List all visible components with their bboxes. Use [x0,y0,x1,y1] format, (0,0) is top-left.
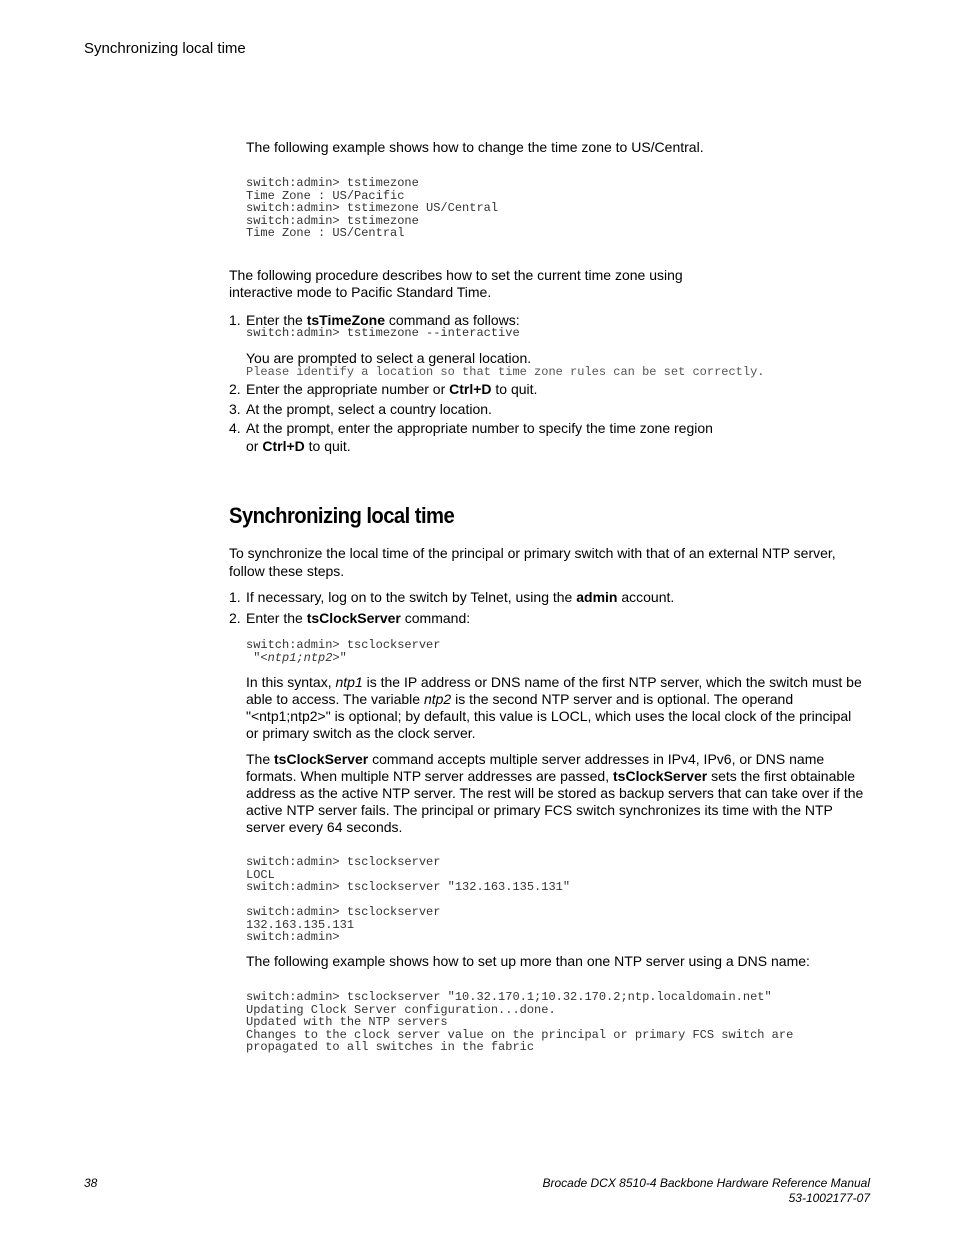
running-header: Synchronizing local time [84,40,246,57]
sync-step-1 [229,589,675,606]
command-name: tsClockServer [306,610,401,626]
step-text: Enter the [246,312,307,328]
sync-intro-line2: follow these steps. [229,563,345,579]
tsclockserver-syntax-line2 [246,652,347,665]
sync-step-2 [229,610,471,627]
step-text: or [246,438,263,454]
para-line: or primary switch as the clock server. [246,725,476,741]
code-text: " [246,651,261,665]
step-text: At the prompt, select a country location. [246,401,492,417]
text: is the IP address or DNS name of the first NTP server, which the switch must be [362,674,862,690]
tsclockserver-syntax-line1: switch:admin> tsclockserver [246,638,441,652]
tsclockserver-example-code: switch:admin> tsclockserver LOCL switch:admin> tsclockserver "132.163.135.131" switch:admin> tsclockserver 132.163.135.131 switch:admin> [246,855,571,944]
step-text: Enter the appropriate number or [246,381,450,397]
interactive-command-code: switch:admin> tstimezone --interactive [246,326,520,340]
step-4-line2 [246,438,351,455]
step-text: command as follows: [385,312,520,328]
step-text: account. [617,589,675,605]
step-number: 1. [229,312,241,328]
code-text: " [339,651,347,665]
timezone-example-code: switch:admin> tstimezone Time Zone : US/Pacific switch:admin> tstimezone US/Central switch:admin> tstimezone Time Zone : US/Central [246,176,499,240]
para-line: "<ntp1;ntp2>" is optional; by default, this value is LOCL, which uses the local clock of the principal [246,708,852,724]
dns-example-code: switch:admin> tsclockserver "10.32.170.1;10.32.170.2;ntp.localdomain.net" Updating Clock Server configuration...done. Updated with the NTP servers Changes to the clock server value on the principal or primary FCS switch are propagated to all switches in the fabric [246,990,794,1054]
manual-title: Brocade DCX 8510-4 Backbone Hardware Reference Manual [542,1176,870,1190]
doc-number: 53-1002177-07 [788,1191,870,1205]
step-4 [229,420,713,437]
step-number: 3. [229,401,241,417]
location-prompt-code: Please identify a location so that time zone rules can be set correctly. [246,365,765,379]
step-number: 1. [229,589,241,605]
text: formats. When multiple NTP server addresses are passed, [246,768,614,784]
command-name: tsClockServer [613,768,708,784]
section-heading: Synchronizing local time [229,503,455,528]
procedure-intro-line1: The following procedure describes how to set the current time zone using [229,267,683,283]
step-number: 2. [229,381,241,397]
para-line [246,674,876,691]
step-number: 4. [229,420,241,436]
key-name: Ctrl+D [262,438,305,454]
command-name: tsClockServer [274,751,369,767]
step-text: to quit. [304,438,351,454]
key-name: Ctrl+D [449,381,492,397]
step-3 [229,401,492,418]
variable: ntp1 [335,674,363,690]
text: able to access. The variable [246,691,424,707]
step-text: If necessary, log on to the switch by Telnet, using the [246,589,577,605]
step-text: At the prompt, enter the appropriate number to specify the time zone region [246,420,713,436]
para-line: server every 64 seconds. [246,819,403,835]
para-line: address as the active NTP server. The rest will be stored as backup servers that can take over if the [246,785,864,801]
step-text: to quit. [491,381,538,397]
variable: ntp2 [423,691,452,707]
procedure-intro-line2: interactive mode to Pacific Standard Time. [229,284,492,300]
example-intro: The following example shows how to change the time zone to US/Central. [246,139,704,155]
text: command accepts multiple server addresses in IPv4, IPv6, or DNS name [368,751,825,767]
para-line [246,768,876,785]
text: In this syntax, [246,674,336,690]
dns-example-intro: The following example shows how to set up more than one NTP server using a DNS name: [246,953,810,969]
sync-intro-line1: To synchronize the local time of the principal or primary switch with that of an external NTP server, [229,545,836,561]
code-variable: <ntp1;ntp2> [260,651,340,665]
text: The [246,751,275,767]
step1-note: You are prompted to select a general location. [246,350,532,366]
accepts-paragraph [246,751,876,836]
text: is the second NTP server and is optional. The operand [451,691,794,707]
step-2 [229,381,538,398]
step-text: Enter the [246,610,307,626]
page-number: 38 [84,1176,98,1190]
step-text: command: [400,610,471,626]
step-number: 2. [229,610,241,626]
para-line: active NTP server fails. The principal or primary FCS switch synchronizes its time with the NTP [246,802,833,818]
command-name: tsTimeZone [306,312,386,328]
account-name: admin [576,589,618,605]
footer-info [542,1176,870,1206]
para-line [246,751,876,768]
para-line [246,691,876,708]
text: sets the first obtainable [707,768,856,784]
syntax-paragraph [246,674,876,742]
